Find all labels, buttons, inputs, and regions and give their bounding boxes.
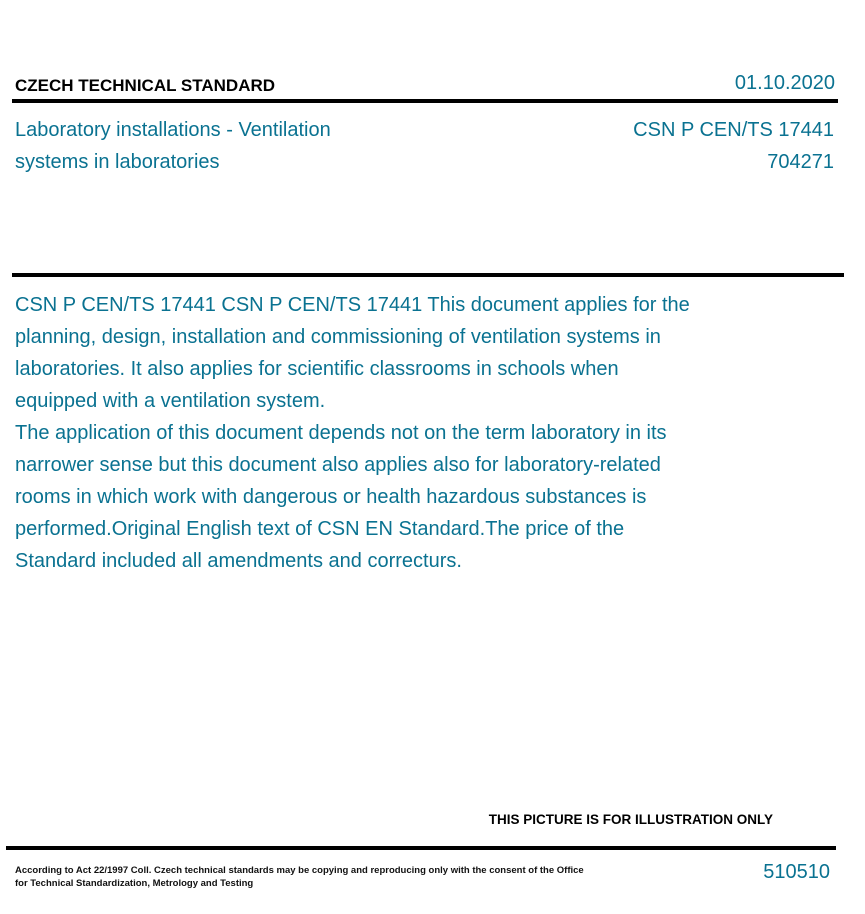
document-type-label: CZECH TECHNICAL STANDARD (15, 76, 276, 95)
bottom-divider (6, 846, 836, 850)
footer-code: 510510 (763, 861, 830, 883)
standard-description: CSN P CEN/TS 17441 CSN P CEN/TS 17441 This document applies for the planning, design, installation and commissioning of ventilation systems in laboratories. It also applies for scientific classrooms in schools when equipped with a ventilation system. The application of this document depends not on the term laboratory in its narrower sense but this document also applies also for laboratory-related rooms in which work with dangerous or health hazardous substances is performed.Original English text of CSN EN Standard.The price of the Standard included all amendments and correcturs. (15, 294, 690, 572)
standard-code: CSN P CEN/TS 17441 (633, 119, 834, 141)
standard-codes (633, 114, 834, 178)
top-divider (12, 99, 838, 103)
illustration-note: THIS PICTURE IS FOR ILLUSTRATION ONLY (488, 812, 773, 827)
standard-title: Laboratory installations - Ventilation systems in laboratories (15, 119, 331, 173)
class-number: 704271 (767, 151, 834, 173)
legal-notice: According to Act 22/1997 Coll. Czech technical standards may be copying and reproducing only with the consent of the Office for Technical Standardization, Metrology and Testing (15, 865, 584, 889)
middle-divider (12, 273, 844, 277)
publication-date: 01.10.2020 (734, 72, 835, 94)
